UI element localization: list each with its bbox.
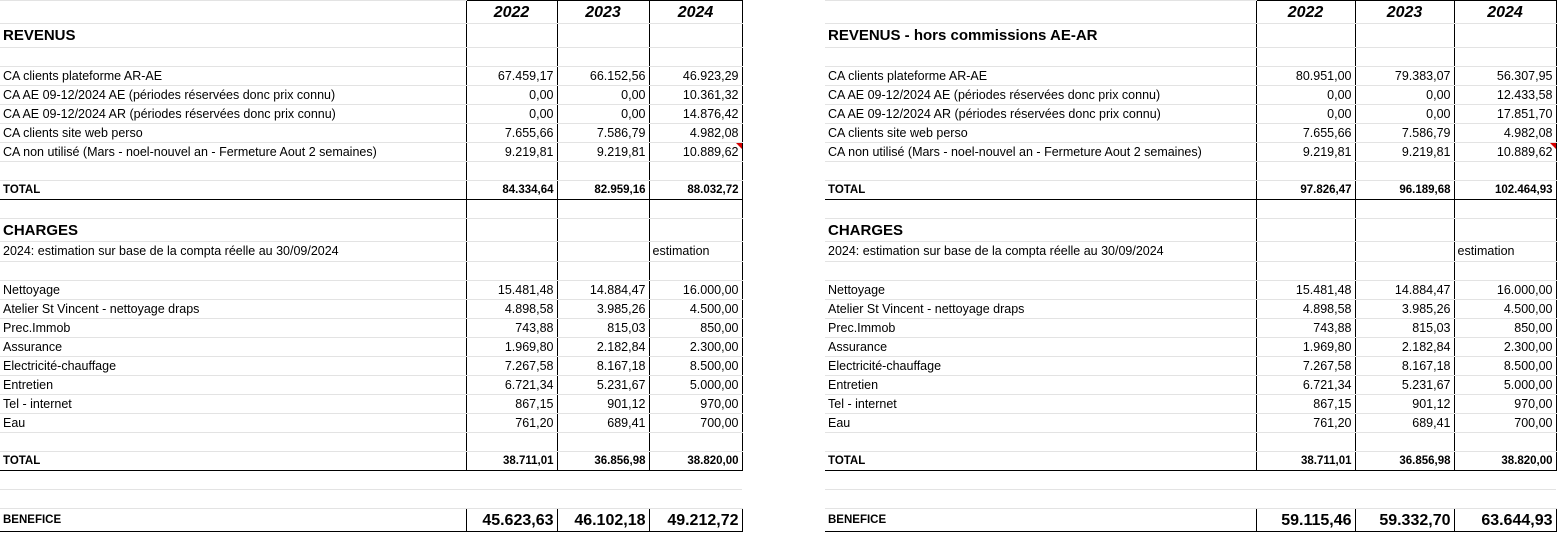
table-row	[825, 395, 1556, 414]
table-row	[825, 338, 1556, 357]
benefice-value[interactable]: 46.102,18	[557, 509, 649, 532]
table-row	[825, 86, 1556, 105]
cell[interactable]	[0, 200, 466, 219]
value-cell[interactable]: 2.182,84	[557, 338, 649, 357]
total-value[interactable]: 38.711,01	[1256, 452, 1355, 471]
cell[interactable]	[557, 48, 649, 67]
value-cell[interactable]: 56.307,95	[1454, 67, 1556, 86]
cell[interactable]	[1355, 471, 1454, 490]
cell[interactable]	[557, 24, 649, 48]
cell[interactable]	[1454, 262, 1556, 281]
cell[interactable]	[557, 200, 649, 219]
cell[interactable]	[466, 24, 557, 48]
value-cell[interactable]: 8.167,18	[1355, 357, 1454, 376]
cell[interactable]	[649, 200, 742, 219]
year-2022[interactable]: 2022	[466, 1, 557, 24]
row-label[interactable]: Atelier St Vincent - nettoyage draps	[825, 300, 1256, 319]
value-cell[interactable]: 901,12	[1355, 395, 1454, 414]
value-cell[interactable]: 7.586,79	[557, 124, 649, 143]
cell[interactable]	[825, 1, 1256, 24]
cell[interactable]	[1454, 433, 1556, 452]
year-2022[interactable]: 2022	[1256, 1, 1355, 24]
value-cell[interactable]: 700,00	[1454, 414, 1556, 433]
comment-indicator-icon[interactable]	[736, 143, 742, 149]
cell[interactable]	[1256, 219, 1355, 242]
value-cell[interactable]: 850,00	[649, 319, 742, 338]
charges-title[interactable]: CHARGES	[825, 219, 1256, 242]
cell[interactable]	[649, 490, 742, 509]
value-cell[interactable]: 0,00	[1256, 86, 1355, 105]
row-label[interactable]: Nettoyage	[825, 281, 1256, 300]
total-value[interactable]: 36.856,98	[1355, 452, 1454, 471]
table-row	[0, 357, 742, 376]
cell[interactable]	[0, 433, 466, 452]
row-label[interactable]: Assurance	[0, 338, 466, 357]
cell[interactable]	[1256, 433, 1355, 452]
cell[interactable]	[825, 262, 1256, 281]
value-cell[interactable]: 815,03	[557, 319, 649, 338]
cell[interactable]	[466, 471, 557, 490]
table-row	[825, 124, 1556, 143]
value-cell[interactable]: 80.951,00	[1256, 67, 1355, 86]
value-cell[interactable]: 761,20	[1256, 414, 1355, 433]
cell[interactable]	[557, 162, 649, 181]
value-text: 10.889,62	[1496, 144, 1553, 159]
benefice-value[interactable]: 63.644,93	[1454, 509, 1556, 532]
cell[interactable]	[1355, 262, 1454, 281]
charges-note[interactable]: 2024: estimation sur base de la compta réelle au 30/09/2024	[0, 242, 466, 262]
cell[interactable]	[825, 433, 1256, 452]
row-label[interactable]: Tel - internet	[0, 395, 466, 414]
table-row	[825, 300, 1556, 319]
row-label[interactable]: Eau	[0, 414, 466, 433]
cell[interactable]	[1454, 490, 1556, 509]
row-label[interactable]: Electricité-chauffage	[0, 357, 466, 376]
table-row	[825, 105, 1556, 124]
cell[interactable]	[1355, 24, 1454, 48]
value-cell[interactable]: 0,00	[1256, 105, 1355, 124]
total-value[interactable]: 38.820,00	[1454, 452, 1556, 471]
value-cell[interactable]: 3.985,26	[557, 300, 649, 319]
value-cell[interactable]: 7.267,58	[1256, 357, 1355, 376]
table-row	[0, 105, 742, 124]
total-row	[825, 452, 1556, 471]
total-value[interactable]: 36.856,98	[557, 452, 649, 471]
value-text: 10.889,62	[682, 144, 739, 159]
row-label[interactable]: Prec.Immob	[825, 319, 1256, 338]
value-cell[interactable]: 14.884,47	[1355, 281, 1454, 300]
cell[interactable]	[557, 490, 649, 509]
row-label[interactable]: Entretien	[0, 376, 466, 395]
cell[interactable]	[1256, 24, 1355, 48]
value-cell[interactable]: 0,00	[557, 86, 649, 105]
value-cell[interactable]: 970,00	[649, 395, 742, 414]
value-cell[interactable]: 7.586,79	[1355, 124, 1454, 143]
total-value[interactable]: 102.464,93	[1454, 181, 1556, 200]
cell[interactable]	[825, 490, 1256, 509]
cell[interactable]	[649, 219, 742, 242]
charges-title[interactable]: CHARGES	[0, 219, 466, 242]
row-label[interactable]: Assurance	[825, 338, 1256, 357]
value-cell[interactable]: 9.219,81	[1355, 143, 1454, 162]
table-row	[825, 143, 1556, 162]
cell[interactable]	[649, 471, 742, 490]
value-cell[interactable]: 0,00	[557, 105, 649, 124]
value-cell[interactable]: 4.898,58	[1256, 300, 1355, 319]
value-cell[interactable]: 6.721,34	[466, 376, 557, 395]
cell[interactable]	[557, 471, 649, 490]
value-cell[interactable]: 689,41	[1355, 414, 1454, 433]
total-label[interactable]: TOTAL	[825, 452, 1256, 471]
cell[interactable]	[1454, 471, 1556, 490]
cell[interactable]	[649, 433, 742, 452]
value-cell[interactable]: 867,15	[466, 395, 557, 414]
value-cell[interactable]: 1.969,80	[466, 338, 557, 357]
row-label[interactable]: CA non utilisé (Mars - noel-nouvel an - Fermeture Aout 2 semaines)	[825, 143, 1256, 162]
row-label[interactable]: Entretien	[825, 376, 1256, 395]
cell[interactable]	[0, 490, 466, 509]
value-cell[interactable]: 79.383,07	[1355, 67, 1454, 86]
cell[interactable]	[466, 490, 557, 509]
row-label[interactable]: CA AE 09-12/2024 AR (périodes réservées donc prix connu)	[825, 105, 1256, 124]
value-cell[interactable]: 4.500,00	[1454, 300, 1556, 319]
value-cell[interactable]: 850,00	[1454, 319, 1556, 338]
cell[interactable]	[1355, 242, 1454, 262]
value-cell[interactable]: 46.923,29	[649, 67, 742, 86]
value-cell[interactable]: 4.982,08	[649, 124, 742, 143]
left-table	[0, 0, 743, 532]
table-row	[0, 124, 742, 143]
benefice-value[interactable]: 49.212,72	[649, 509, 742, 532]
total-row	[0, 181, 742, 200]
value-cell[interactable]: 9.219,81	[557, 143, 649, 162]
value-cell[interactable]: 743,88	[1256, 319, 1355, 338]
cell[interactable]	[0, 162, 466, 181]
cell[interactable]	[825, 200, 1256, 219]
cell[interactable]	[466, 48, 557, 67]
cell[interactable]	[649, 24, 742, 48]
cell[interactable]	[1355, 433, 1454, 452]
cell[interactable]	[1454, 24, 1556, 48]
total-value[interactable]: 38.711,01	[466, 452, 557, 471]
total-value[interactable]: 82.959,16	[557, 181, 649, 200]
cell[interactable]	[466, 433, 557, 452]
total-label[interactable]: TOTAL	[0, 181, 466, 200]
comment-indicator-icon[interactable]	[1550, 143, 1556, 149]
cell[interactable]	[466, 162, 557, 181]
value-cell[interactable]: 8.500,00	[649, 357, 742, 376]
cell[interactable]	[1355, 219, 1454, 242]
total-value[interactable]: 84.334,64	[466, 181, 557, 200]
value-cell[interactable]: 14.884,47	[557, 281, 649, 300]
cell[interactable]	[1355, 48, 1454, 67]
row-label[interactable]: CA clients plateforme AR-AE	[825, 67, 1256, 86]
value-cell[interactable]: 14.876,42	[649, 105, 742, 124]
value-cell[interactable]: 689,41	[557, 414, 649, 433]
value-cell[interactable]: 17.851,70	[1454, 105, 1556, 124]
value-cell-commented[interactable]	[1454, 143, 1556, 162]
benefice-row	[825, 509, 1556, 532]
benefice-value[interactable]: 59.115,46	[1256, 509, 1355, 532]
value-cell[interactable]: 16.000,00	[1454, 281, 1556, 300]
cell[interactable]	[1256, 162, 1355, 181]
value-cell[interactable]: 5.231,67	[1355, 376, 1454, 395]
value-cell[interactable]: 9.219,81	[1256, 143, 1355, 162]
cell[interactable]	[1256, 490, 1355, 509]
cell[interactable]	[1454, 162, 1556, 181]
right-table	[825, 0, 1557, 532]
revenus-title[interactable]: REVENUS	[0, 24, 466, 48]
cell[interactable]	[557, 262, 649, 281]
value-cell[interactable]: 1.969,80	[1256, 338, 1355, 357]
value-cell[interactable]: 867,15	[1256, 395, 1355, 414]
total-value[interactable]: 38.820,00	[649, 452, 742, 471]
benefice-label[interactable]: BENEFICE	[825, 509, 1256, 532]
cell[interactable]	[557, 242, 649, 262]
revenus-title[interactable]: REVENUS - hors commissions AE-AR	[825, 24, 1256, 48]
table-row	[0, 86, 742, 105]
cell[interactable]	[825, 48, 1256, 67]
row-label[interactable]: Tel - internet	[825, 395, 1256, 414]
charges-note[interactable]: 2024: estimation sur base de la compta réelle au 30/09/2024	[825, 242, 1256, 262]
value-cell[interactable]: 7.267,58	[466, 357, 557, 376]
benefice-value[interactable]: 45.623,63	[466, 509, 557, 532]
table-row	[825, 281, 1556, 300]
table-row	[825, 67, 1556, 86]
estimation-label[interactable]: estimation	[649, 242, 742, 262]
cell[interactable]	[557, 219, 649, 242]
cell[interactable]	[1256, 471, 1355, 490]
value-cell[interactable]: 12.433,58	[1454, 86, 1556, 105]
value-cell[interactable]: 700,00	[649, 414, 742, 433]
row-label[interactable]: CA clients site web perso	[825, 124, 1256, 143]
benefice-label[interactable]: BENEFICE	[0, 509, 466, 532]
total-row	[0, 452, 742, 471]
total-value[interactable]: 88.032,72	[649, 181, 742, 200]
total-label[interactable]: TOTAL	[0, 452, 466, 471]
table-row	[0, 395, 742, 414]
year-2023[interactable]: 2023	[1355, 1, 1454, 24]
table-row	[825, 357, 1556, 376]
row-label[interactable]: CA AE 09-12/2024 AE (périodes réservées donc prix connu)	[825, 86, 1256, 105]
cell[interactable]	[1454, 219, 1556, 242]
table-row	[0, 143, 742, 162]
cell[interactable]	[649, 162, 742, 181]
value-cell[interactable]: 8.500,00	[1454, 357, 1556, 376]
cell[interactable]	[1256, 262, 1355, 281]
value-cell[interactable]: 4.500,00	[649, 300, 742, 319]
value-cell[interactable]: 10.361,32	[649, 86, 742, 105]
value-cell[interactable]: 0,00	[466, 105, 557, 124]
cell[interactable]	[0, 1, 466, 24]
cell[interactable]	[466, 200, 557, 219]
cell[interactable]	[1454, 48, 1556, 67]
cell[interactable]	[1355, 490, 1454, 509]
value-cell[interactable]: 67.459,17	[466, 67, 557, 86]
value-cell[interactable]: 5.000,00	[649, 376, 742, 395]
cell[interactable]	[466, 242, 557, 262]
table-row	[825, 319, 1556, 338]
total-value[interactable]: 96.189,68	[1355, 181, 1454, 200]
cell[interactable]	[0, 471, 466, 490]
cell[interactable]	[0, 262, 466, 281]
value-cell[interactable]: 16.000,00	[649, 281, 742, 300]
row-label[interactable]: Eau	[825, 414, 1256, 433]
value-cell[interactable]: 15.481,48	[466, 281, 557, 300]
value-cell[interactable]: 761,20	[466, 414, 557, 433]
value-cell[interactable]: 4.982,08	[1454, 124, 1556, 143]
value-cell[interactable]: 2.182,84	[1355, 338, 1454, 357]
total-row	[825, 181, 1556, 200]
row-label[interactable]: CA AE 09-12/2024 AR (périodes réservées donc prix connu)	[0, 105, 466, 124]
cell[interactable]	[1454, 200, 1556, 219]
value-cell[interactable]: 9.219,81	[466, 143, 557, 162]
table-row	[0, 300, 742, 319]
value-cell[interactable]: 743,88	[466, 319, 557, 338]
value-cell[interactable]: 0,00	[1355, 105, 1454, 124]
value-cell[interactable]: 15.481,48	[1256, 281, 1355, 300]
cell[interactable]	[466, 219, 557, 242]
value-cell[interactable]: 7.655,66	[1256, 124, 1355, 143]
cell[interactable]	[649, 48, 742, 67]
value-cell-commented[interactable]	[649, 143, 742, 162]
year-2023[interactable]: 2023	[557, 1, 649, 24]
value-cell[interactable]: 66.152,56	[557, 67, 649, 86]
value-cell[interactable]: 5.231,67	[557, 376, 649, 395]
table-row	[0, 281, 742, 300]
row-label[interactable]: CA non utilisé (Mars - noel-nouvel an - Fermeture Aout 2 semaines)	[0, 143, 466, 162]
cell[interactable]	[557, 433, 649, 452]
value-cell[interactable]: 0,00	[466, 86, 557, 105]
table-row	[0, 376, 742, 395]
value-cell[interactable]: 2.300,00	[1454, 338, 1556, 357]
cell[interactable]	[825, 162, 1256, 181]
value-cell[interactable]: 7.655,66	[466, 124, 557, 143]
cell[interactable]	[825, 471, 1256, 490]
cell[interactable]	[0, 48, 466, 67]
cell[interactable]	[466, 262, 557, 281]
value-cell[interactable]: 5.000,00	[1454, 376, 1556, 395]
table-row	[0, 319, 742, 338]
table-row	[825, 414, 1556, 433]
row-label[interactable]: CA clients site web perso	[0, 124, 466, 143]
value-cell[interactable]: 3.985,26	[1355, 300, 1454, 319]
value-cell[interactable]: 8.167,18	[557, 357, 649, 376]
value-cell[interactable]: 970,00	[1454, 395, 1556, 414]
value-cell[interactable]: 6.721,34	[1256, 376, 1355, 395]
total-label[interactable]: TOTAL	[825, 181, 1256, 200]
value-cell[interactable]: 815,03	[1355, 319, 1454, 338]
cell[interactable]	[1355, 200, 1454, 219]
row-label[interactable]: Nettoyage	[0, 281, 466, 300]
row-label[interactable]: Electricité-chauffage	[825, 357, 1256, 376]
row-label[interactable]: CA AE 09-12/2024 AE (périodes réservées donc prix connu)	[0, 86, 466, 105]
cell[interactable]	[649, 262, 742, 281]
row-label[interactable]: Atelier St Vincent - nettoyage draps	[0, 300, 466, 319]
benefice-row	[0, 509, 742, 532]
total-value[interactable]: 97.826,47	[1256, 181, 1355, 200]
row-label[interactable]: CA clients plateforme AR-AE	[0, 67, 466, 86]
cell[interactable]	[1355, 162, 1454, 181]
benefice-value[interactable]: 59.332,70	[1355, 509, 1454, 532]
cell[interactable]	[1256, 200, 1355, 219]
cell[interactable]	[1256, 48, 1355, 67]
value-cell[interactable]: 4.898,58	[466, 300, 557, 319]
table-row	[825, 376, 1556, 395]
cell[interactable]	[1256, 242, 1355, 262]
value-cell[interactable]: 2.300,00	[649, 338, 742, 357]
year-2024[interactable]: 2024	[649, 1, 742, 24]
table-row	[0, 338, 742, 357]
row-label[interactable]: Prec.Immob	[0, 319, 466, 338]
table-row	[0, 414, 742, 433]
table-row	[0, 67, 742, 86]
year-2024[interactable]: 2024	[1454, 1, 1556, 24]
value-cell[interactable]: 0,00	[1355, 86, 1454, 105]
estimation-label[interactable]: estimation	[1454, 242, 1556, 262]
value-cell[interactable]: 901,12	[557, 395, 649, 414]
